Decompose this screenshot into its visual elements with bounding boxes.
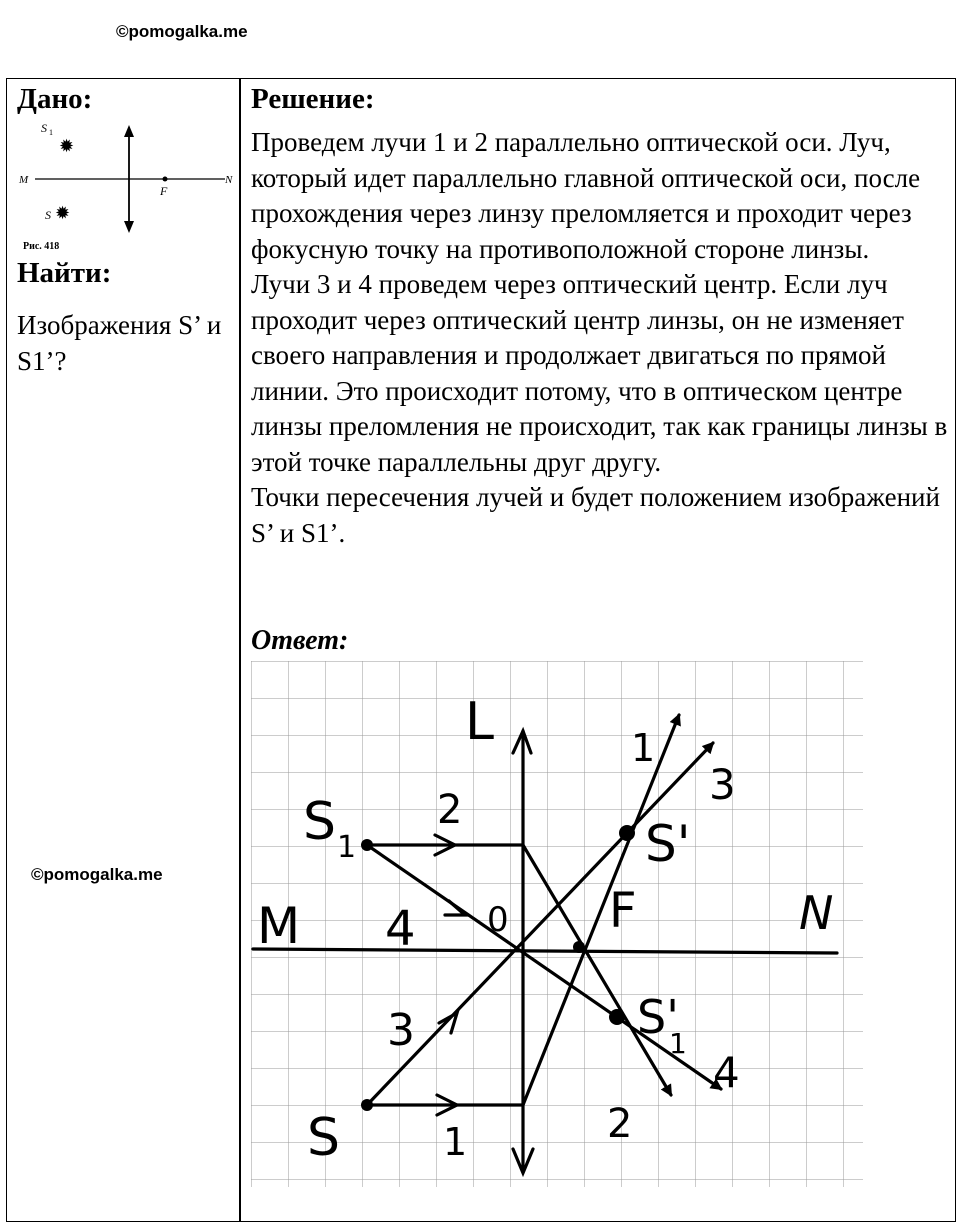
label-s1-image-sub: 1 xyxy=(669,1027,687,1060)
label-s1: S xyxy=(303,792,337,852)
point-s1-image xyxy=(609,1009,625,1025)
given-star-s: ✹ xyxy=(55,203,71,224)
label-s1-sub: 1 xyxy=(337,830,357,865)
given-label-n: N xyxy=(225,174,233,186)
label-f: F xyxy=(609,883,637,939)
watermark-middle: ©pomogalka.me xyxy=(31,865,163,884)
label-ray-1-end: 1 xyxy=(631,726,656,770)
given-header: Дано: xyxy=(17,83,93,115)
label-n: N xyxy=(799,886,834,940)
point-f xyxy=(573,941,585,953)
given-lens-arrow-top xyxy=(124,125,134,137)
label-ray-2-start: 2 xyxy=(437,787,463,833)
label-ray-1-start: 1 xyxy=(443,1120,468,1164)
given-label-f: F xyxy=(160,184,168,198)
task-table xyxy=(6,78,956,1222)
given-figure xyxy=(15,119,237,259)
label-s1-image: S' xyxy=(637,990,679,1044)
label-ray-2-end: 2 xyxy=(607,1101,633,1147)
given-focus-dot xyxy=(163,177,168,182)
label-ray-3-start: 3 xyxy=(387,1005,415,1056)
point-s1 xyxy=(361,839,373,851)
label-ray-4-start: 4 xyxy=(385,901,416,957)
given-label-m: M xyxy=(19,174,29,186)
point-s xyxy=(361,1099,373,1111)
solution-text xyxy=(251,125,951,551)
solution-paragraph-2: Лучи 3 и 4 проведем через оптический центр. Если луч проходит через оптический центр линзы, он не изменяет своего направления и продолжает двигаться по прямой линии. Это происходит потому, что в оптическом центре линзы преломления не происходит, так как границы линзы в этой точке параллельны друг другу. xyxy=(251,269,948,477)
given-caption: Рис. 418 xyxy=(23,241,60,252)
label-l: L xyxy=(465,692,494,752)
column-divider xyxy=(239,79,241,1221)
label-m: M xyxy=(257,897,301,955)
label-s-image: S' xyxy=(645,815,691,873)
answer-label: Ответ: xyxy=(251,625,349,656)
answer-figure xyxy=(251,661,863,1187)
solution-paragraph-3: Точки пересечения лучей и будет положением изображений S’ и S1’. xyxy=(251,482,940,548)
given-star-s1: ✹ xyxy=(59,136,75,157)
label-o: 0 xyxy=(487,900,509,940)
find-header: Найти: xyxy=(17,257,112,289)
watermark-top: ©pomogalka.me xyxy=(116,22,248,41)
find-text: Изображения S’ и S1’? xyxy=(17,310,222,376)
solution-header: Решение: xyxy=(251,83,375,115)
given-label-s1-sub: 1 xyxy=(49,128,53,137)
grid-paper xyxy=(251,661,863,1187)
given-label-s1: S xyxy=(41,121,47,135)
label-s: S xyxy=(307,1108,341,1168)
given-lens-arrow-bottom xyxy=(124,221,134,233)
given-label-s: S xyxy=(45,208,51,222)
solution-paragraph-1: Проведем лучи 1 и 2 параллельно оптической оси. Луч, который идет параллельно главной оптической оси, после прохождения через линзу преломляется и проходит через фокусную точку на противоположной стороне линзы. xyxy=(251,127,921,264)
point-s-image xyxy=(619,825,635,841)
label-ray-4-end: 4 xyxy=(713,1048,740,1097)
label-ray-3-end: 3 xyxy=(709,760,736,809)
